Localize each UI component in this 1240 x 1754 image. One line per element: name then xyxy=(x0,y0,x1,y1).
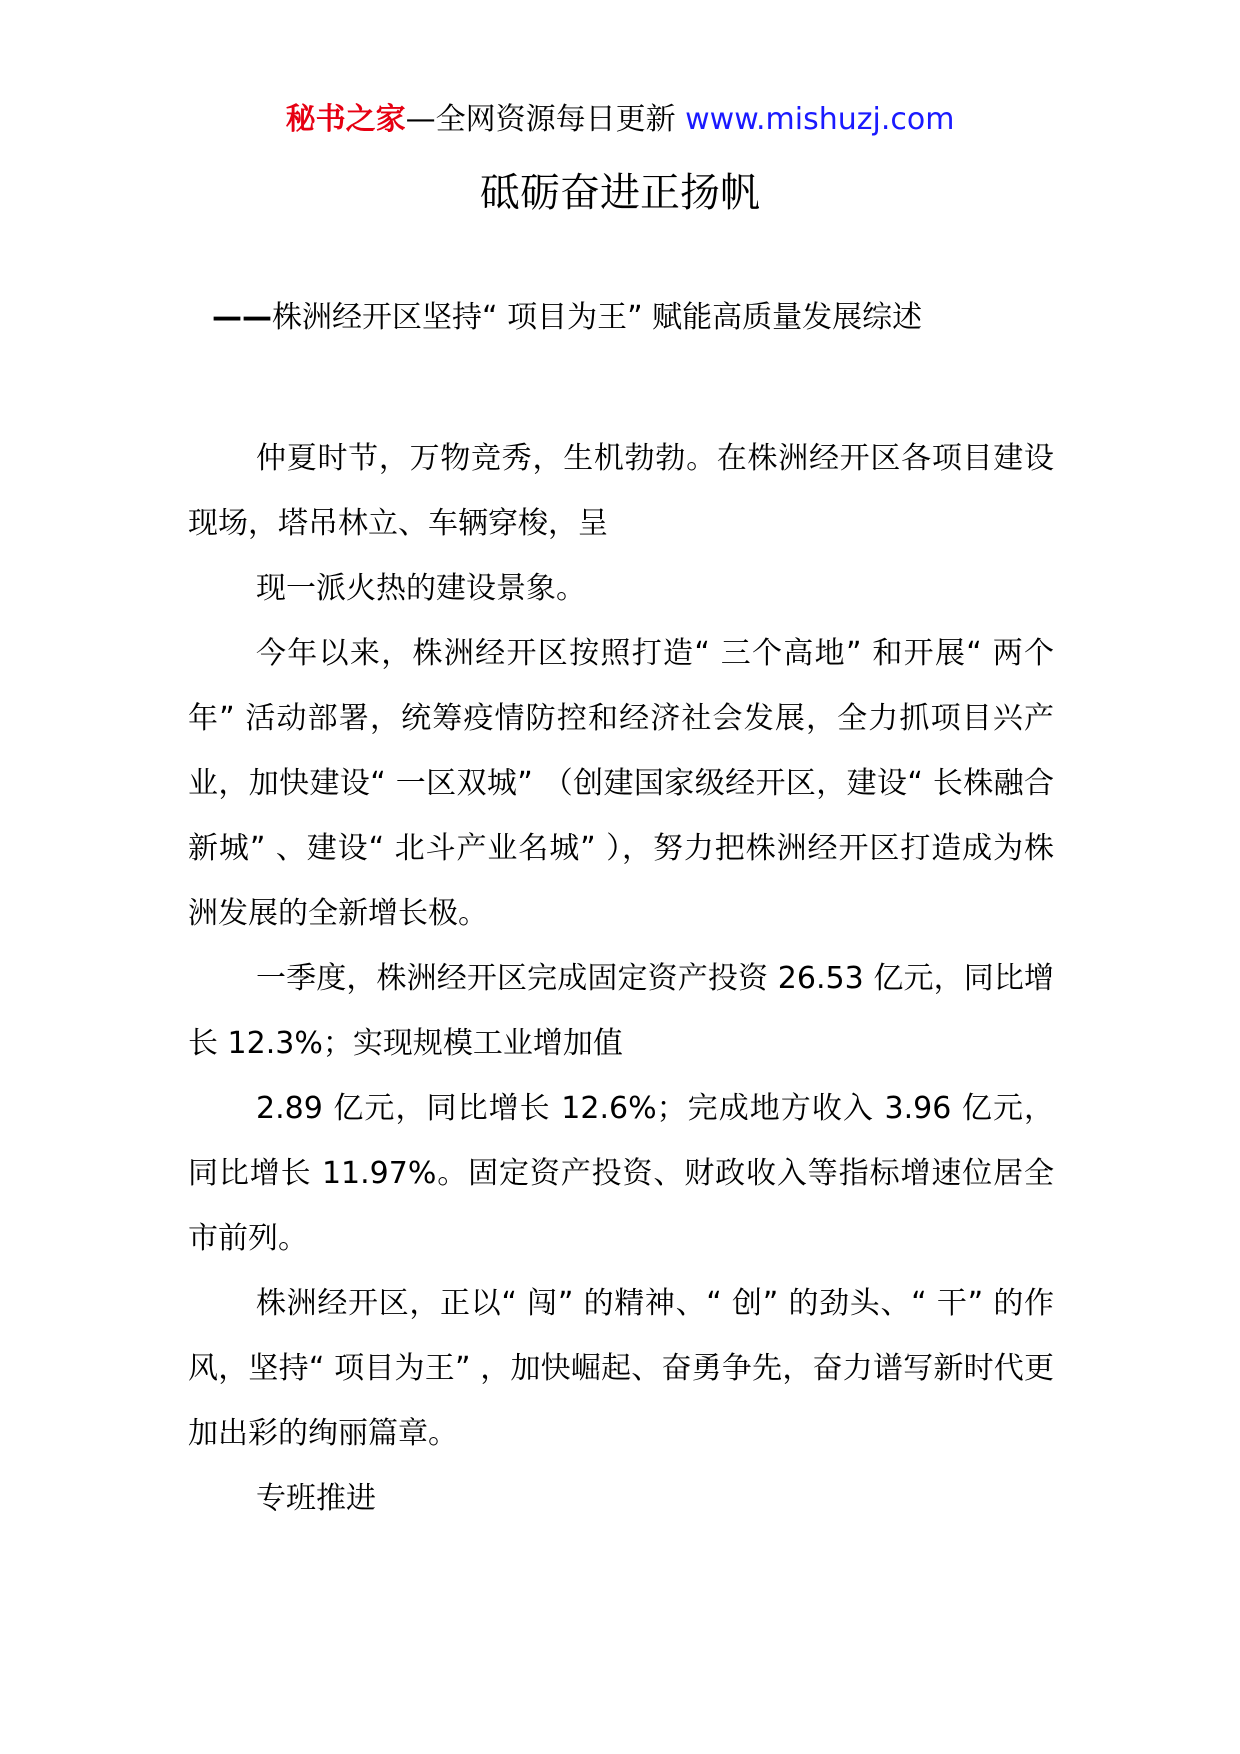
paragraph: 一季度，株洲经开区完成固定资产投资 26.53 亿元，同比增长 12.3%；实现规模工业增加值 xyxy=(188,961,1054,1061)
site-header xyxy=(0,100,1240,140)
paragraph: 现一派火热的建设景象。 xyxy=(256,571,586,606)
subtitle-text: 株洲经开区坚持“ 项目为王” 赋能高质量发展综述 xyxy=(272,300,923,335)
document-title: 砥砺奋进正扬帆 xyxy=(480,170,760,216)
document-subtitle xyxy=(212,296,922,340)
site-brand[interactable]: 秘书之家 xyxy=(285,102,406,137)
document-body xyxy=(188,426,1054,1531)
section-heading: 专班推进 xyxy=(256,1481,376,1516)
paragraph: 今年以来，株洲经开区按照打造“ 三个高地” 和开展“ 两个年” 活动部署，统筹疫情防控和经济社会发展，全力抓项目兴产业，加快建设“ 一区双城” （创建国家级经开区，建设“ 长株融合新城” 、建设“ 北斗产业名城” ），努力把株洲经开区打造成为株洲发展的全新增长极。 xyxy=(188,636,1054,931)
paragraph: 株洲经开区，正以“ 闯” 的精神、“ 创” 的劲头、“ 干” 的作风，坚持“ 项目为王” ，加快崛起、奋勇争先，奋力谱写新时代更加出彩的绚丽篇章。 xyxy=(188,1286,1054,1451)
site-slogan: —全网资源每日更新 xyxy=(405,102,676,137)
paragraph: 2.89 亿元，同比增长 12.6%；完成地方收入 3.96 亿元，同比增长 11.97%。固定资产投资、财政收入等指标增速位居全市前列。 xyxy=(188,1091,1054,1256)
site-url-link[interactable]: www.mishuzj.com xyxy=(685,102,955,137)
paragraph: 仲夏时节，万物竞秀，生机勃勃。在株洲经开区各项目建设现场，塔吊林立、车辆穿梭，呈 xyxy=(188,441,1054,541)
subtitle-dash: —— xyxy=(212,300,272,335)
